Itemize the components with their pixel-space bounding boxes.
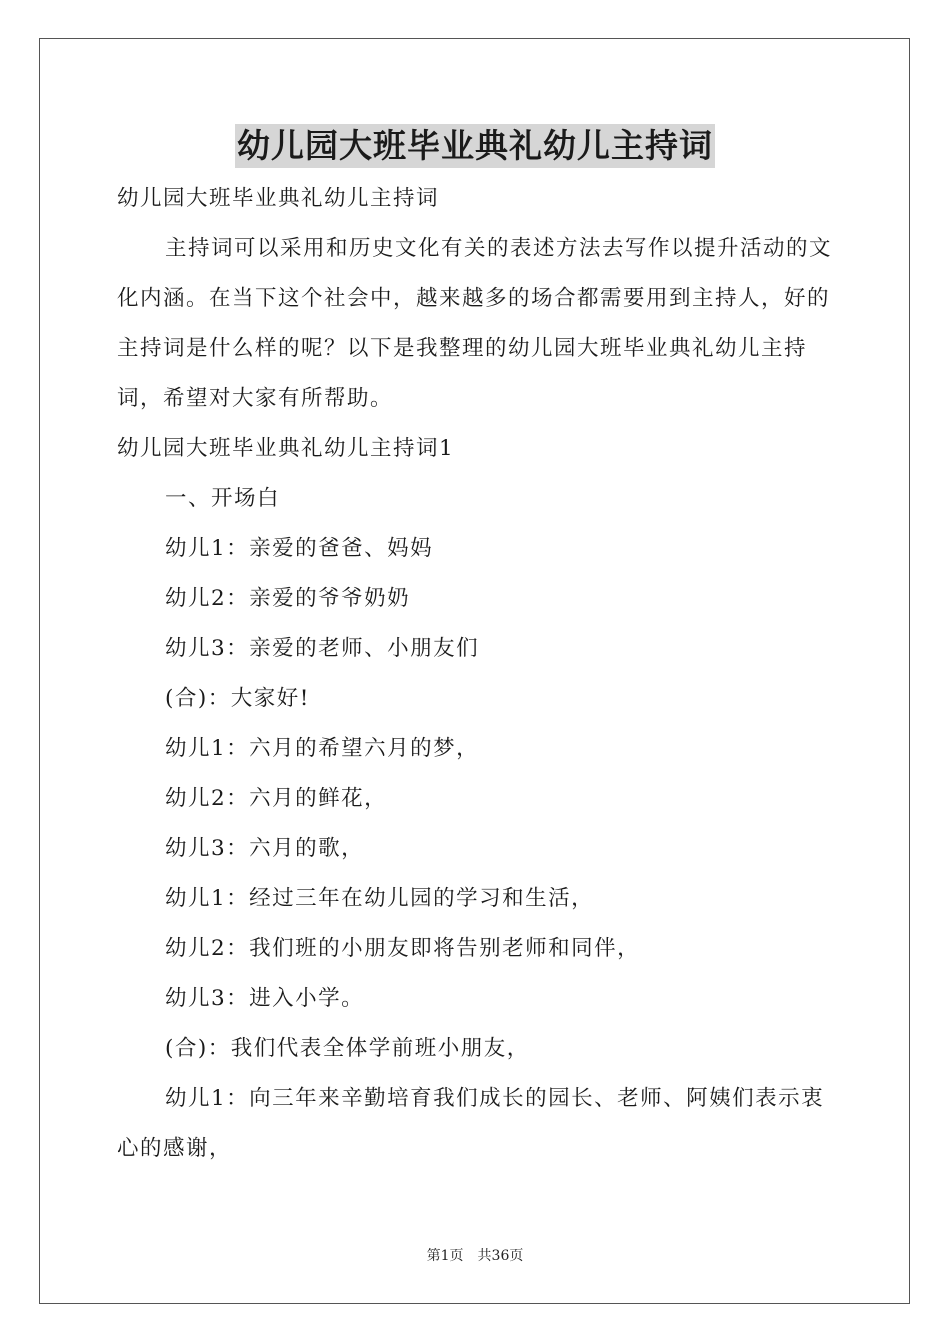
paragraph: 幼儿1：经过三年在幼儿园的学习和生活， <box>165 886 595 911</box>
paragraph: 幼儿1：亲爱的爸爸、妈妈 <box>165 536 434 561</box>
paragraph: 幼儿1：向三年来辛勤培育我们成长的园长、老师、阿姨们表示衷心的感谢， <box>117 1086 825 1161</box>
document-title: 幼儿园大班毕业典礼幼儿主持词 <box>235 124 715 168</box>
paragraph: (合)：大家好! <box>165 686 310 711</box>
section-heading: 幼儿园大班毕业典礼幼儿主持词1 <box>117 436 455 461</box>
paragraph: 幼儿2：我们班的小朋友即将告别老师和同伴， <box>165 936 641 961</box>
title-area <box>0 124 950 168</box>
paragraph: 幼儿2：亲爱的爷爷奶奶 <box>165 586 411 611</box>
paragraph: (合)：我们代表全体学前班小朋友， <box>165 1036 530 1061</box>
page-footer <box>0 1246 950 1266</box>
document-body <box>117 174 837 1174</box>
paragraph: 幼儿园大班毕业典礼幼儿主持词 <box>117 186 440 211</box>
paragraph: 幼儿3：进入小学。 <box>165 986 365 1011</box>
paragraph: 主持词可以采用和历史文化有关的表述方法去写作以提升活动的文化内涵。在当下这个社会中，越来越多的场合都需要用到主持人，好的主持词是什么样的呢？以下是我整理的幼儿园大班毕业典礼幼儿主持词，希望对大家有所帮助。 <box>117 236 833 411</box>
paragraph: 幼儿3：六月的歌， <box>165 836 365 861</box>
paragraph: 幼儿3：亲爱的老师、小朋友们 <box>165 636 480 661</box>
page-total: 共36页 <box>477 1248 524 1264</box>
paragraph: 幼儿2：六月的鲜花， <box>165 786 388 811</box>
paragraph: 一、开场白 <box>165 486 281 511</box>
paragraph: 幼儿1：六月的希望六月的梦， <box>165 736 480 761</box>
page-number: 第1页 <box>426 1248 464 1264</box>
